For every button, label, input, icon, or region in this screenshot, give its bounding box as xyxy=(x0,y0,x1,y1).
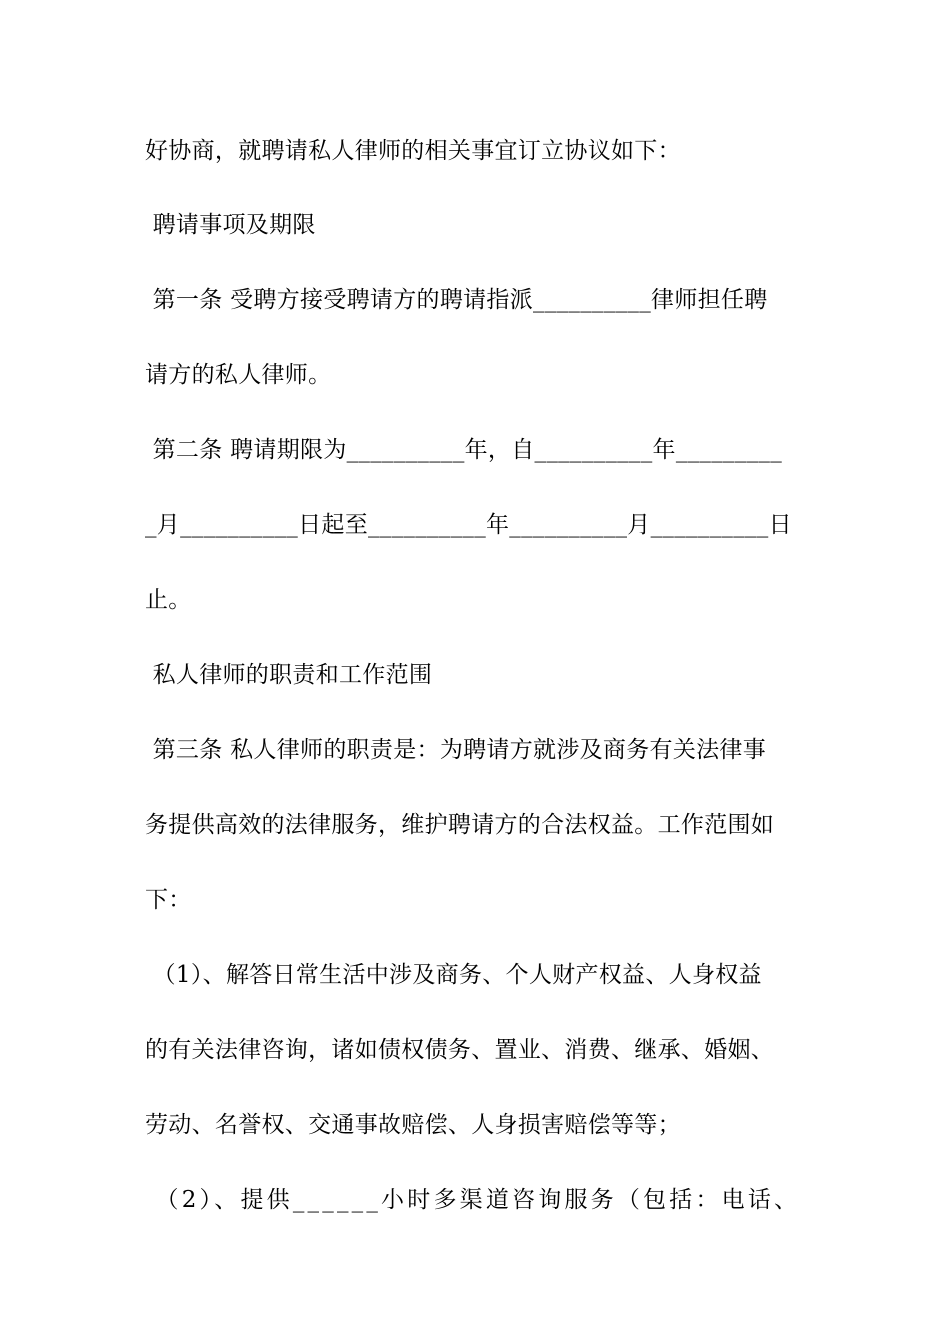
section-heading-appointment: 聘请事项及期限 xyxy=(145,212,316,238)
article-1-line-1: 第一条 受聘方接受聘请方的聘请指派__________律师担任聘 xyxy=(145,287,768,313)
article-3-line-1: 第三条 私人律师的职责是：为聘请方就涉及商务有关法律事 xyxy=(145,737,767,763)
item-2-line-1: （2）、提供______小时多渠道咨询服务（包括：电话、 xyxy=(145,1187,801,1213)
article-1-line-2: 请方的私人律师。 xyxy=(145,362,332,388)
article-2-line-2: _月__________日起至__________年__________月__________日 xyxy=(145,512,792,538)
item-1-line-3: 劳动、名誉权、交通事故赔偿、人身损害赔偿等等； xyxy=(145,1112,681,1138)
item-1-line-1: （1）、解答日常生活中涉及商务、个人财产权益、人身权益 xyxy=(145,962,762,988)
section-heading-duties: 私人律师的职责和工作范围 xyxy=(145,662,433,688)
article-2-line-1: 第二条 聘请期限为__________年，自__________年_________ xyxy=(145,437,783,463)
article-2-line-3: 止。 xyxy=(145,587,192,613)
text-line-1: 好协商，就聘请私人律师的相关事宜订立协议如下： xyxy=(145,138,681,164)
item-1-line-2: 的有关法律咨询，诸如债权债务、置业、消费、继承、婚姻、 xyxy=(145,1037,775,1063)
article-3-line-3: 下： xyxy=(145,887,192,913)
article-3-line-2: 务提供高效的法律服务，维护聘请方的合法权益。工作范围如 xyxy=(145,812,775,838)
